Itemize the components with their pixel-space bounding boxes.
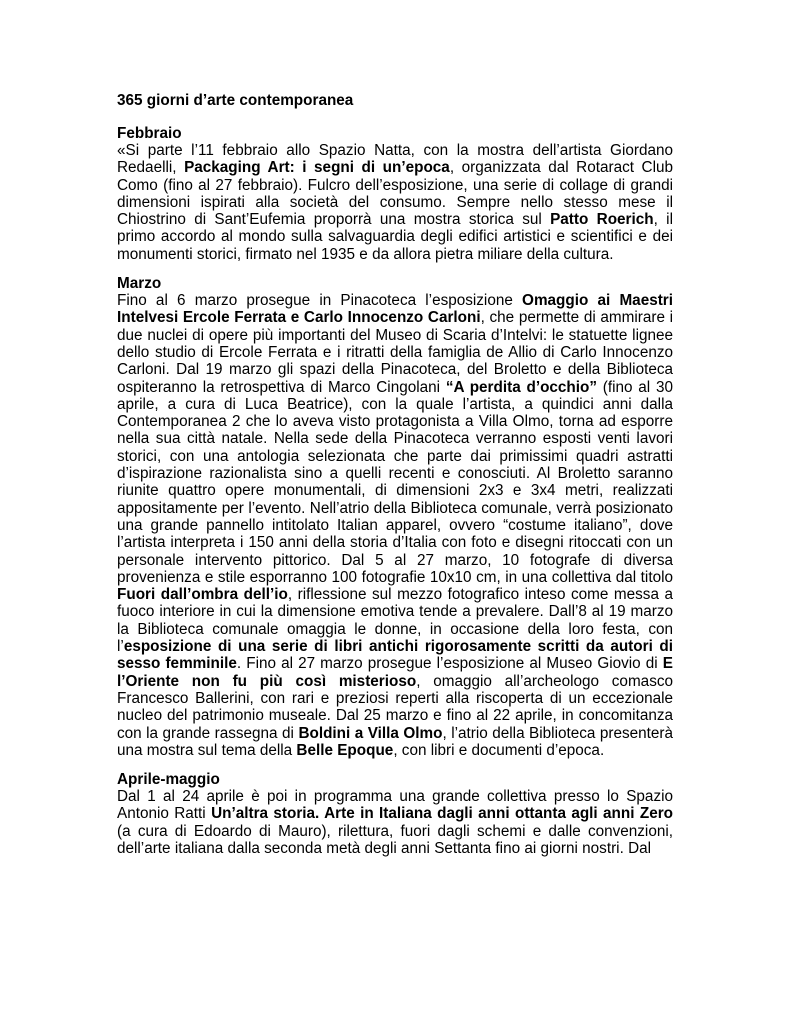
bold-text: Belle Epoque — [296, 741, 394, 759]
paragraph-text: (fino al 30 aprile, a cura di Luca Beatrice), con la quale l’artista, a quindici anni dalla Contemporanea 2 che lo aveva visto protagonista a Villa Olmo, torna ad esporre nella sua città natale. Nella sede della Pinacoteca verranno esposti venti lavori storici, con una antologia selezionata che parte dai primissimi quadri astratti d’ispirazione razionalista sino a quelli recenti e conosciuti. Al Broletto saranno riunite quattro opere monumentali, di dimensioni 2x3 e 3x4 metri, realizzati appositamente per l’evento. Nell’atrio della Biblioteca comunale, verrà posizionato una grande pannello intitolato Italian apparel, ovvero “costume italiano”, dove l’artista interpreta i 150 anni della storia d’Italia con foto e disegni ritoccati con un personale intervento pittorico. Dal 5 al 27 marzo, 10 fotografe di diversa provenienza e stile esporranno 100 fotografie 10x10 cm, in una collettiva dal titolo — [117, 378, 673, 586]
section-marzo — [117, 275, 673, 759]
paragraph-text: (a cura di Edoardo di Mauro), rilettura, fuori dagli schemi e dalle convenzioni, dell’arte italiana dalla seconda metà degli anni Settanta fino ai giorni nostri. Dal — [117, 822, 673, 857]
section-heading: Aprile-maggio — [117, 771, 220, 789]
paragraph-text: , l’atrio della Biblioteca presenterà una mostra sul tema della — [117, 724, 673, 759]
paragraph-text: Dal 1 al 24 aprile è poi in programma una grande collettiva presso lo Spazio Antonio Ratti — [117, 788, 673, 823]
paragraph-text: , con libri e documenti d’epoca. — [393, 741, 605, 759]
section-paragraph — [117, 788, 673, 857]
bold-text: esposizione di una serie di libri antichi rigorosamente scritti da autori di sesso femminile — [117, 638, 673, 673]
bold-text: Packaging Art: i segni di un’epoca — [184, 159, 450, 177]
section-heading: Marzo — [117, 275, 162, 293]
bold-text: Patto Roerich — [550, 211, 654, 229]
paragraph-text: , omaggio all’archeologo comasco Francesco Ballerini, con rari e preziosi reperti alla riscoperta di un eccezionale nucleo del patrimonio museale. Dal 25 marzo e fino al 22 aprile, in concomitanza con la grande rassegna di — [117, 672, 673, 742]
paragraph-text: , il primo accordo al mondo sulla salvaguardia degli edifici artistici e scientifici e dei monumenti storici, firmato nel 1935 e da allora pietra miliare della cultura. — [117, 211, 673, 263]
bold-text: Omaggio ai Maestri Intelvesi Ercole Ferrata e Carlo Innocenzo Carloni — [117, 292, 674, 327]
bold-text: Boldini a Villa Olmo — [298, 724, 443, 742]
bold-text: “A perdita d’occhio” — [445, 378, 598, 396]
section-febbraio — [117, 125, 673, 263]
section-heading: Febbraio — [117, 125, 182, 142]
paragraph-text: , che permette di ammirare i due nuclei di opere più importanti del Museo di Scaria d’Intelvi: le statuette lignee dello studio di Ercole Ferrata e i ritratti della famiglia de Allio di Carlo Innocenzo Carloni. Dal 19 marzo gli spazi della Pinacoteca, del Broletto e della Biblioteca ospiteranno la retrospettiva di Marco Cingolani — [117, 309, 673, 396]
section-aprile-maggio — [117, 771, 673, 857]
paragraph-text: , organizzata dal Rotaract Club Como (fino al 27 febbraio). Fulcro dell’esposizione, una serie di collage di grandi dimensioni ispirati alla società del consumo. Sempre nello stesso mese il Chiostrino di Sant’Eufemia proporrà una mostra storica sul — [117, 159, 673, 229]
paragraph-text: Fino al 6 marzo prosegue in Pinacoteca l’esposizione — [117, 292, 523, 310]
section-paragraph — [117, 142, 673, 263]
document-body — [117, 125, 673, 857]
paragraph-text: . Fino al 27 marzo prosegue l’esposizione al Museo Giovio di — [236, 655, 663, 673]
document-page — [117, 90, 673, 869]
document-title: 365 giorni d’arte contemporanea — [117, 92, 354, 109]
bold-text: Fuori dall’ombra dell’io — [117, 586, 288, 604]
paragraph-text: «Si parte l’11 febbraio allo Spazio Natta, con la mostra dell’artista Giordano Redaelli, — [117, 142, 673, 177]
section-paragraph — [117, 292, 673, 759]
paragraph-text: , riflessione sul mezzo fotografico inteso come messa a fuoco interiore in cui la dimensione emotiva tende a prevalere. Dall’8 al 19 marzo la Biblioteca comunale omaggia le donne, in occasione della loro festa, con l’ — [117, 586, 673, 656]
bold-text: E l’Oriente non fu più così misterioso — [117, 655, 673, 690]
bold-text: Un’altra storia. Arte in Italiana dagli anni ottanta agli anni Zero — [211, 805, 674, 823]
